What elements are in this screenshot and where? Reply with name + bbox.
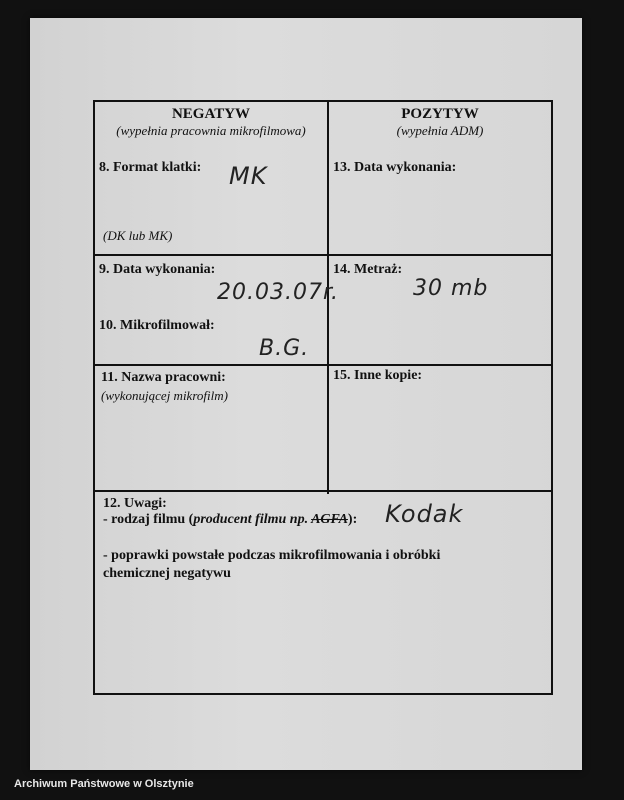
field-15-label: 15. Inne kopie: xyxy=(333,368,423,383)
negatyw-title: NEGATYW xyxy=(171,106,251,122)
field-12-corrections-line: - poprawki powstałe podczas mikrofilmowania i obróbki xyxy=(103,548,441,563)
film-line-strike: AGFA xyxy=(311,512,348,527)
film-line-suffix: ): xyxy=(347,512,358,527)
field-12-corrections-line-2: chemicznej negatywu xyxy=(103,566,231,581)
field-12-film-value: Kodak xyxy=(385,500,464,528)
microfilm-form xyxy=(93,100,553,695)
field-14-label: 14. Metraż: xyxy=(333,262,403,277)
field-9-label: 9. Data wykonania: xyxy=(99,262,216,277)
negatyw-subtitle: (wypełnia pracownia mikrofilmowa) xyxy=(116,123,306,138)
row-divider-2 xyxy=(95,364,551,366)
row-divider-1 xyxy=(95,254,551,256)
field-12-film-line xyxy=(103,512,357,528)
field-8-hint: (DK lub MK) xyxy=(103,228,173,243)
field-10-value: B.G. xyxy=(259,336,310,361)
row-divider-3 xyxy=(95,490,551,492)
archive-footer: Archiwum Państwowe w Olsztynie xyxy=(14,778,194,790)
negatyw-header xyxy=(95,106,327,139)
field-13-label: 13. Data wykonania: xyxy=(333,160,457,175)
field-10-label: 10. Mikrofilmował: xyxy=(99,318,215,333)
pozytyw-header xyxy=(329,106,551,139)
field-11-label: 11. Nazwa pracowni: xyxy=(101,370,226,385)
field-12-label: 12. Uwagi: xyxy=(103,496,167,511)
film-line-prefix: - rodzaj filmu ( xyxy=(103,512,194,527)
field-14-value: 30 mb xyxy=(413,276,489,301)
field-11-hint: (wykonującej mikrofilm) xyxy=(101,388,228,403)
pozytyw-subtitle: (wypełnia ADM) xyxy=(396,123,484,138)
field-9-value: 20.03.07r. xyxy=(217,280,339,305)
field-8-label: 8. Format klatki: xyxy=(99,160,202,175)
field-8-value: MK xyxy=(229,162,268,190)
film-line-italic: producent filmu np. xyxy=(193,512,312,527)
pozytyw-title: POZYTYW xyxy=(401,106,479,122)
